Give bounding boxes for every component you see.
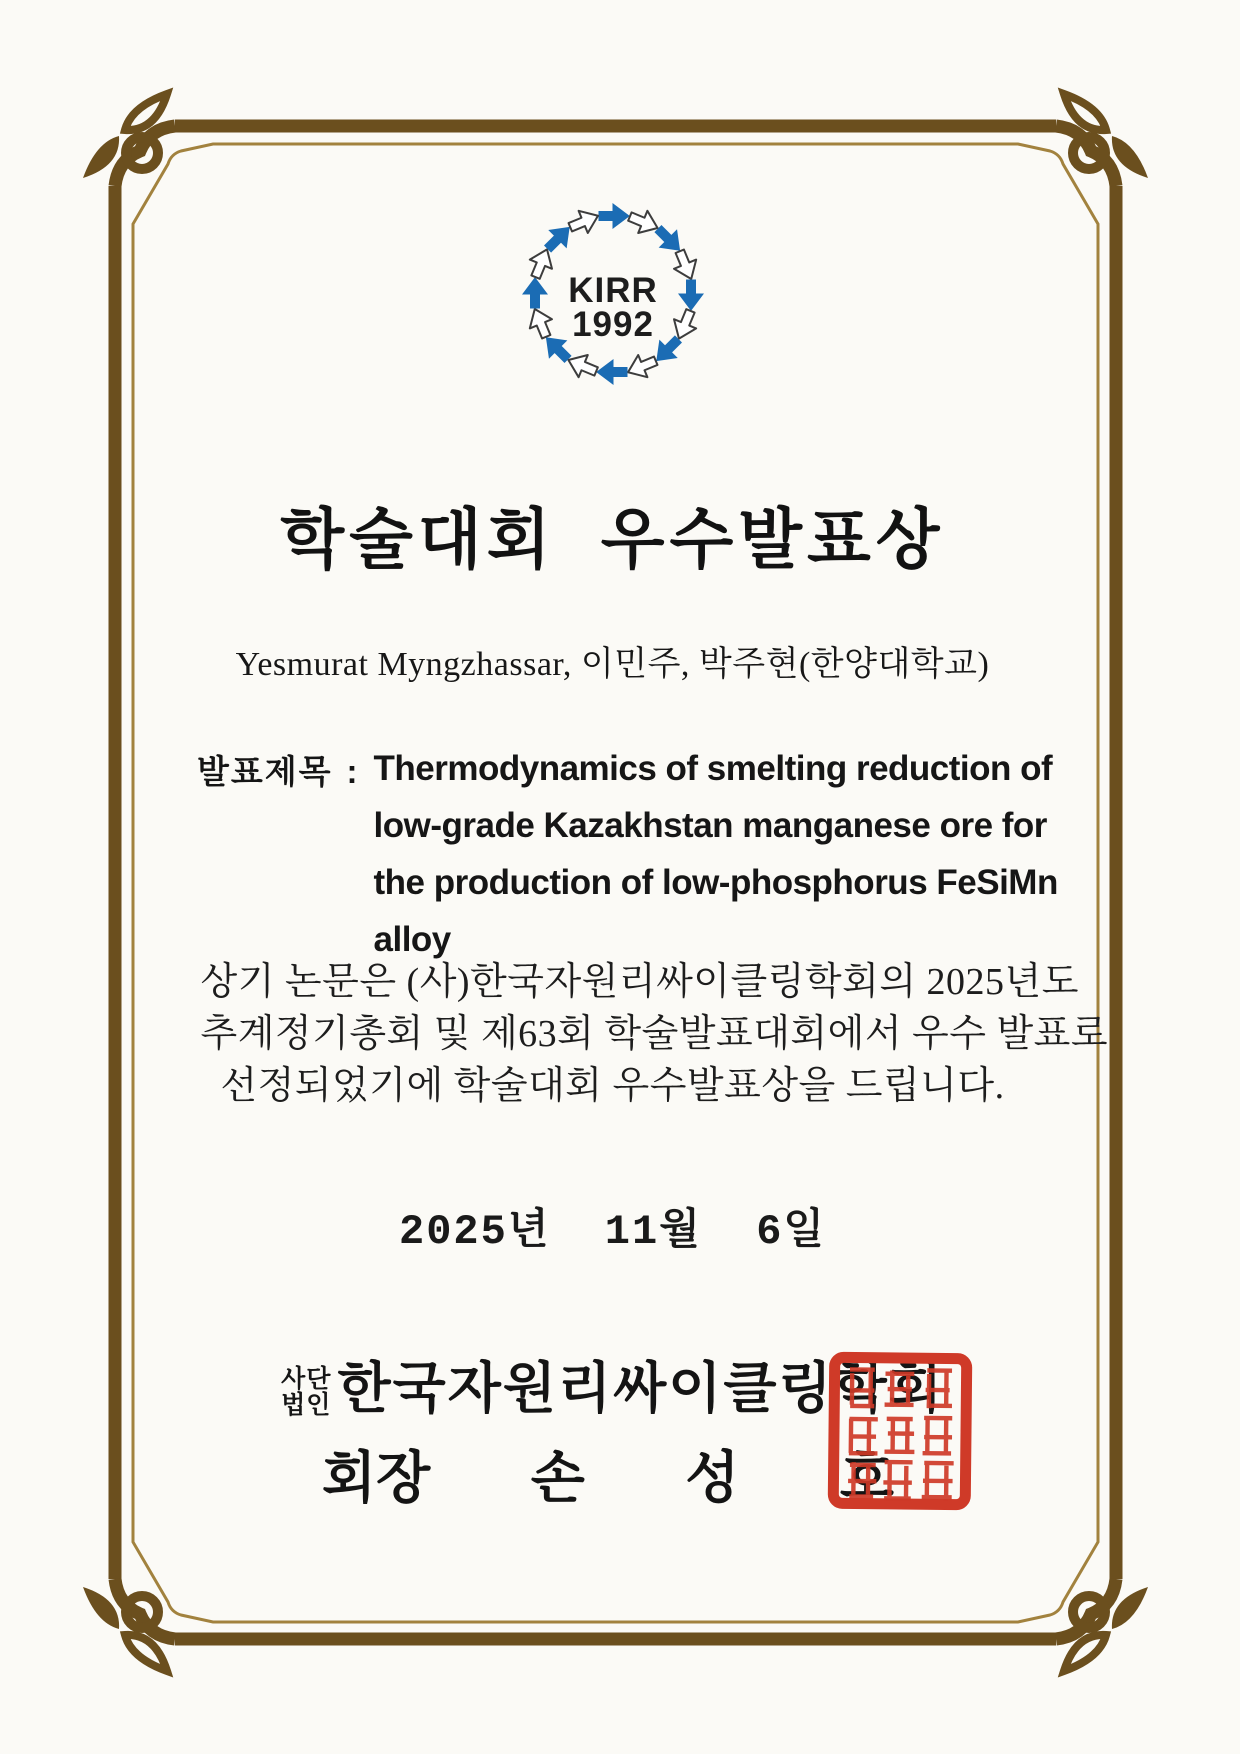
- presentation-title-block: [109, 740, 1116, 968]
- presentation-title-line: Thermodynamics of smelting reduction of: [373, 749, 1053, 788]
- white-arrow-icon: [524, 304, 558, 341]
- president-title: 회장: [322, 1448, 431, 1510]
- corner-ornament-top-left: [83, 94, 175, 186]
- blue-arrow-icon: [523, 278, 547, 308]
- white-arrow-icon: [566, 205, 603, 239]
- presentation-label: 발표제목: [197, 753, 333, 790]
- blue-arrow-icon: [597, 360, 627, 384]
- president-name-char: 호: [839, 1448, 894, 1510]
- citation-paragraph: [109, 956, 1116, 1112]
- org-type-bottom: 법인: [281, 1392, 332, 1419]
- org-type-stack: [281, 1367, 331, 1419]
- award-date: 2025년 11월 6일: [399, 1208, 826, 1256]
- president-name-char: 손: [530, 1448, 585, 1510]
- white-arrow-icon: [669, 247, 703, 284]
- award-title: 학술대회 우수발표상: [280, 502, 945, 576]
- kirr-logo: [503, 194, 723, 404]
- organization-name: 한국자원리싸이클링학회: [337, 1358, 944, 1419]
- white-arrow-icon: [623, 350, 660, 384]
- president-seal: [823, 1347, 977, 1515]
- seal-script-glyphs: [850, 1369, 952, 1499]
- signature-president: [322, 1434, 894, 1514]
- presentation-title-line: the production of low-phosphorus FeSiMn: [373, 863, 1058, 902]
- logo-text-kirr: KIRR: [568, 271, 658, 310]
- presentation-colon: :: [346, 753, 360, 790]
- presentation-title-line: alloy: [373, 920, 451, 959]
- president-name-char: 성: [685, 1448, 740, 1510]
- blue-arrow-icon: [679, 280, 703, 310]
- citation-line: 상기 논문은 (사)한국자원리싸이클링학회의 2025년도: [200, 961, 1079, 1003]
- logo-text-1992: 1992: [572, 305, 654, 344]
- blue-arrow-icon: [599, 204, 629, 228]
- citation-line: 추계정기총회 및 제63회 학술발표대회에서 우수 발표로: [200, 1013, 1109, 1055]
- presentation-title-line: low-grade Kazakhstan manganese ore for: [373, 806, 1047, 845]
- org-type-top: 사단: [281, 1366, 332, 1393]
- corner-ornament-top-right: [1056, 94, 1148, 186]
- citation-line: 선정되었기에 학술대회 우수발표상을 드립니다.: [220, 1065, 1005, 1107]
- recipients-line: Yesmurat Myngzhassar, 이민주, 박주현(한양대학교): [235, 646, 990, 683]
